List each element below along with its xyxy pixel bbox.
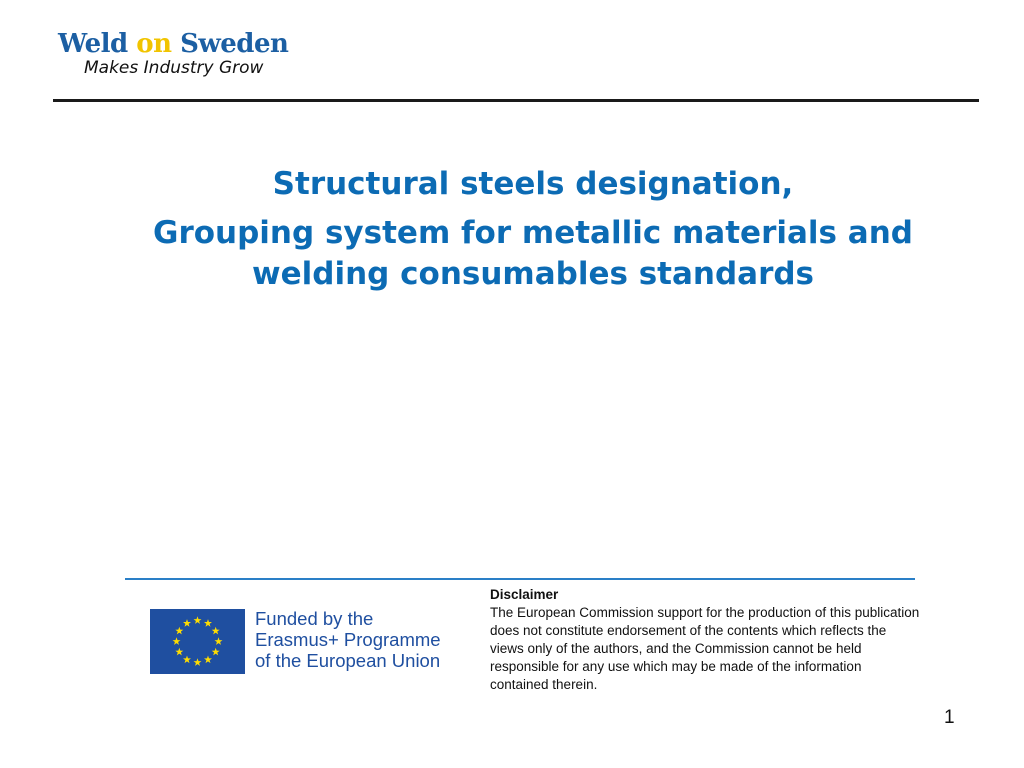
slide-title xyxy=(100,164,966,295)
funding-text xyxy=(255,608,441,671)
disclaimer-heading: Disclaimer xyxy=(490,587,559,602)
logo-word-on: on xyxy=(136,29,172,59)
title-line-2: Grouping system for metallic materials and welding consumables standards xyxy=(153,215,913,292)
page-number: 1 xyxy=(944,707,955,728)
logo-wordmark xyxy=(58,28,318,60)
disclaimer xyxy=(490,586,920,694)
eu-flag-icon xyxy=(150,609,245,674)
logo-word-weld: Weld xyxy=(58,29,128,59)
weld-on-sweden-logo xyxy=(58,28,318,78)
logo-word-sweden: Sweden xyxy=(180,29,289,59)
erasmus-funding-logo xyxy=(150,608,470,676)
logo-tagline: Makes Industry Grow xyxy=(84,58,264,78)
disclaimer-body: The European Commission support for the production of this publication does not constitute endorsement of the contents which reflects the views only of the authors, and the Commission cannot be held responsible for any use which may be made of the information contained therein. xyxy=(490,605,920,692)
header-divider xyxy=(53,99,979,102)
funding-line-3: of the European Union xyxy=(255,650,441,671)
title-line-1: Structural steels designation, xyxy=(272,166,794,202)
funding-line-2: Erasmus+ Programme xyxy=(255,629,441,650)
footer-divider xyxy=(125,578,915,580)
funding-line-1: Funded by the xyxy=(255,608,374,629)
